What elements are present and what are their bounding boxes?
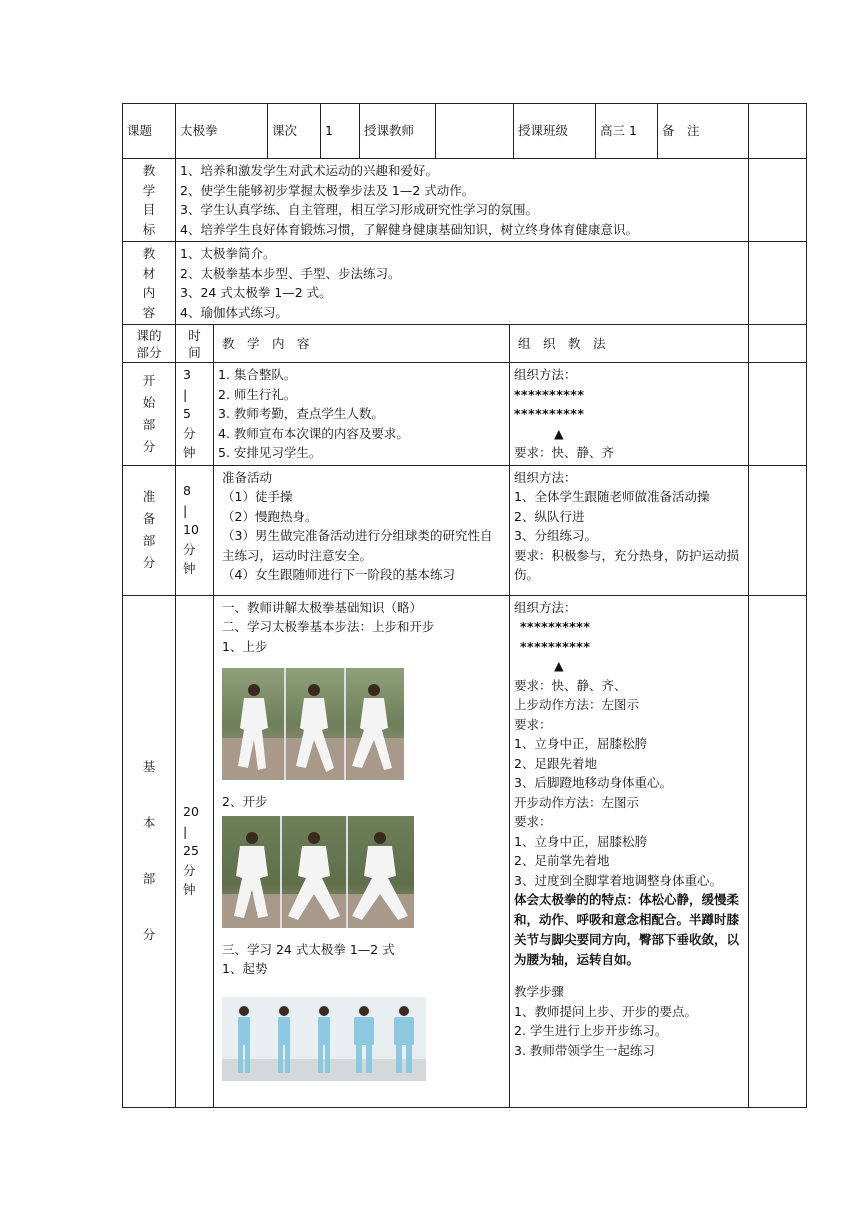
time-char: 10 (183, 522, 199, 538)
form-sub: 1、起势 (222, 961, 268, 976)
content-line: 二、学习太极拳基本步法：上步和开步 (222, 619, 435, 634)
part-header (123, 325, 176, 363)
content-row (123, 242, 807, 325)
content-line: 2. 师生行礼。 (218, 386, 297, 402)
content-label (123, 242, 176, 325)
organization-header: 组 织 教 法 (510, 325, 749, 363)
label-char: 部 (142, 416, 156, 432)
time-char: 钟 (183, 561, 196, 577)
lesson-value: 1 (321, 104, 360, 159)
basic-label (123, 595, 176, 1107)
basic-org (510, 595, 749, 1107)
content-line: 一、教师讲解太极拳基础知识（略） (222, 599, 423, 615)
opening-row (123, 363, 807, 466)
label-char: 始 (142, 394, 156, 410)
opening-content (214, 363, 510, 466)
step-forward-figures-image (222, 668, 404, 780)
label-char: 容 (142, 304, 156, 320)
teacher-label: 授课教师 (360, 104, 436, 159)
time-char: 分 (183, 862, 196, 878)
org-line: 2、足前掌先着地 (514, 853, 610, 868)
label-char: 材 (142, 265, 156, 281)
time-header-line: 间 (188, 344, 201, 360)
objective-item: 1、培养和激发学生对武术运动的兴趣和爱好。 (180, 163, 438, 178)
org-line: 开步动作方法：左图示 (514, 794, 640, 810)
time-char: | (183, 502, 188, 518)
commencing-form-figures-image (222, 997, 426, 1081)
objectives-text (176, 159, 749, 242)
time-char: 5 (183, 406, 191, 421)
formation-line: ********** (514, 406, 585, 421)
objectives-label (123, 159, 176, 242)
time-char: 25 (183, 843, 199, 859)
part-header-line: 课的 (136, 327, 162, 343)
time-char: 20 (183, 804, 199, 820)
teacher-marker: ▲ (554, 425, 564, 441)
content-line: （2）慢跑热身。 (222, 508, 318, 524)
label-char: 分 (142, 555, 156, 570)
time-char: 钟 (183, 445, 196, 460)
opening-org (510, 363, 749, 466)
time-char: 分 (183, 541, 196, 557)
org-line: 1、立身中正，屈膝松胯 (514, 736, 647, 751)
procedure-table (122, 324, 807, 1108)
step-line: 3. 教师带领学生一起练习 (514, 1042, 655, 1058)
org-line: 要求：积极参与，充分热身，防护运动损伤。 (514, 547, 740, 582)
label-char: 学 (142, 182, 156, 198)
org-title: 组织方法： (514, 599, 577, 615)
objective-item: 4、培养学生良好体育锻炼习惯，了解健身健康基础知识，树立终身体育健康意识。 (180, 221, 638, 237)
content-blank (749, 242, 807, 325)
basic-content (214, 595, 510, 1107)
label-char: 分 (142, 438, 156, 454)
time-char: 3 (183, 367, 191, 382)
content-text (176, 242, 749, 325)
org-line: 2、纵队行进 (514, 508, 585, 524)
header-row (123, 104, 807, 159)
time-char: 分 (183, 425, 196, 441)
lesson-plan-table (122, 103, 807, 325)
column-header-row (123, 325, 807, 363)
label-char: 开 (142, 372, 156, 388)
content-line: （4）女生跟随师进行下一阶段的基本练习 (222, 567, 455, 582)
formation-line: ********** (520, 638, 591, 654)
basic-row (123, 595, 807, 1107)
content-line: 3. 教师考勤，查点学生人数。 (218, 406, 384, 421)
content-item: 1、太极拳简介。 (180, 246, 276, 261)
spacer (514, 970, 744, 980)
steps-title: 教学步骤 (514, 984, 565, 999)
label-char: 内 (142, 285, 156, 300)
prep-org (510, 465, 749, 595)
org-line: 要求： (514, 716, 552, 732)
opening-label (123, 363, 176, 466)
basic-time (176, 595, 214, 1107)
label-char: 本 (142, 815, 156, 830)
org-line: 上步动作方法：左图示 (514, 697, 640, 712)
requirement: 要求：快、静、齐 (514, 445, 615, 460)
content-line: （3）男生做完准备活动进行分组球类的研究性自主练习，运动时注意安全。 (222, 528, 493, 563)
prep-extra (749, 465, 807, 595)
label-char: 标 (142, 221, 156, 237)
content-item: 4、瑜伽体式练习。 (180, 304, 288, 320)
org-line: 2、足跟先着地 (514, 755, 597, 771)
org-line: 3、后脚蹬地移动身体重心。 (514, 775, 672, 790)
step-open-label: 2、开步 (222, 794, 268, 809)
formation-line: ********** (514, 386, 585, 402)
basic-extra (749, 595, 807, 1107)
label-char: 教 (142, 246, 156, 261)
objectives-blank (749, 159, 807, 242)
objectives-row (123, 159, 807, 242)
org-line: 3、分组练习。 (514, 528, 597, 543)
org-line: 1、立身中正，屈膝松胯 (514, 833, 647, 849)
key-point: 体会太极拳的的特点：体松心静，缓慢柔和，动作、呼吸和意念相配合。半蹲时膝关节与脚尖要同方向，臀部下垂收敛，以为腰为轴，运转自如。 (514, 892, 740, 967)
prep-content (214, 465, 510, 595)
org-line: 要求：快、静、齐、 (514, 677, 627, 693)
step-forward-photo (222, 668, 505, 784)
class-value: 高三 1 (596, 104, 658, 159)
label-char: 部 (142, 871, 156, 886)
content-item: 3、24 式太极拳 1—2 式。 (180, 285, 332, 300)
commencing-form-photo (222, 997, 505, 1085)
time-char: | (183, 386, 188, 402)
objective-item: 2、使学生能够初步掌握太极拳步法及 1—2 式动作。 (180, 182, 475, 198)
content-line: 4. 教师宣布本次课的内容及要求。 (218, 425, 409, 441)
step-line: 1、教师提问上步、开步的要点。 (514, 1003, 697, 1019)
content-line: 1. 集合整队。 (218, 367, 297, 382)
teacher-marker: ▲ (554, 658, 564, 673)
prep-label (123, 465, 176, 595)
label-char: 部 (142, 533, 156, 548)
content-item: 2、太极拳基本步型、手型、步法练习。 (180, 265, 401, 281)
prep-time (176, 465, 214, 595)
time-header-line: 时 (188, 327, 201, 343)
teacher-value (436, 104, 514, 159)
label-char: 准 (142, 489, 156, 504)
lesson-plan (122, 103, 806, 1108)
form-title: 三、学习 24 式太极拳 1—2 式 (222, 941, 395, 957)
content-title: 准备活动 (222, 469, 273, 485)
teaching-header: 教 学 内 容 (214, 325, 510, 363)
org-title: 组织方法： (514, 367, 577, 382)
label-char: 教 (142, 163, 156, 178)
time-char: | (183, 823, 188, 839)
time-char: 钟 (183, 882, 196, 898)
label-char: 目 (142, 202, 156, 217)
org-line: 1、全体学生跟随老师做准备活动操 (514, 489, 710, 504)
step-line: 2. 学生进行上步开步练习。 (514, 1023, 668, 1038)
opening-time (176, 363, 214, 466)
label-char: 基 (142, 759, 156, 774)
org-line: 要求： (514, 814, 552, 829)
remark-label: 备 注 (658, 104, 749, 159)
content-line: 1、上步 (222, 638, 268, 654)
remark-value (749, 104, 807, 159)
time-header (176, 325, 214, 363)
class-label: 授课班级 (514, 104, 596, 159)
org-line: 组织方法： (514, 469, 577, 485)
label-char: 备 (142, 511, 156, 526)
topic-value: 太极拳 (176, 104, 268, 159)
label-char: 分 (142, 927, 156, 942)
lesson-label: 课次 (268, 104, 321, 159)
part-header-line: 部分 (136, 344, 162, 360)
formation-line: ********** (520, 619, 591, 634)
content-line: 5. 安排见习学生。 (218, 445, 322, 460)
step-open-figures-image (222, 816, 414, 928)
opening-extra (749, 363, 807, 466)
step-open-photo (222, 816, 505, 932)
content-line: （1）徒手操 (222, 489, 293, 504)
org-line: 3、过度到全脚掌着地调整身体重心。 (514, 872, 722, 888)
topic-label: 课题 (123, 104, 176, 159)
time-char: 8 (183, 483, 191, 499)
extra-header (749, 325, 807, 363)
objective-item: 3、学生认真学练、自主管理，相互学习形成研究性学习的氛围。 (180, 202, 538, 217)
prep-row (123, 465, 807, 595)
